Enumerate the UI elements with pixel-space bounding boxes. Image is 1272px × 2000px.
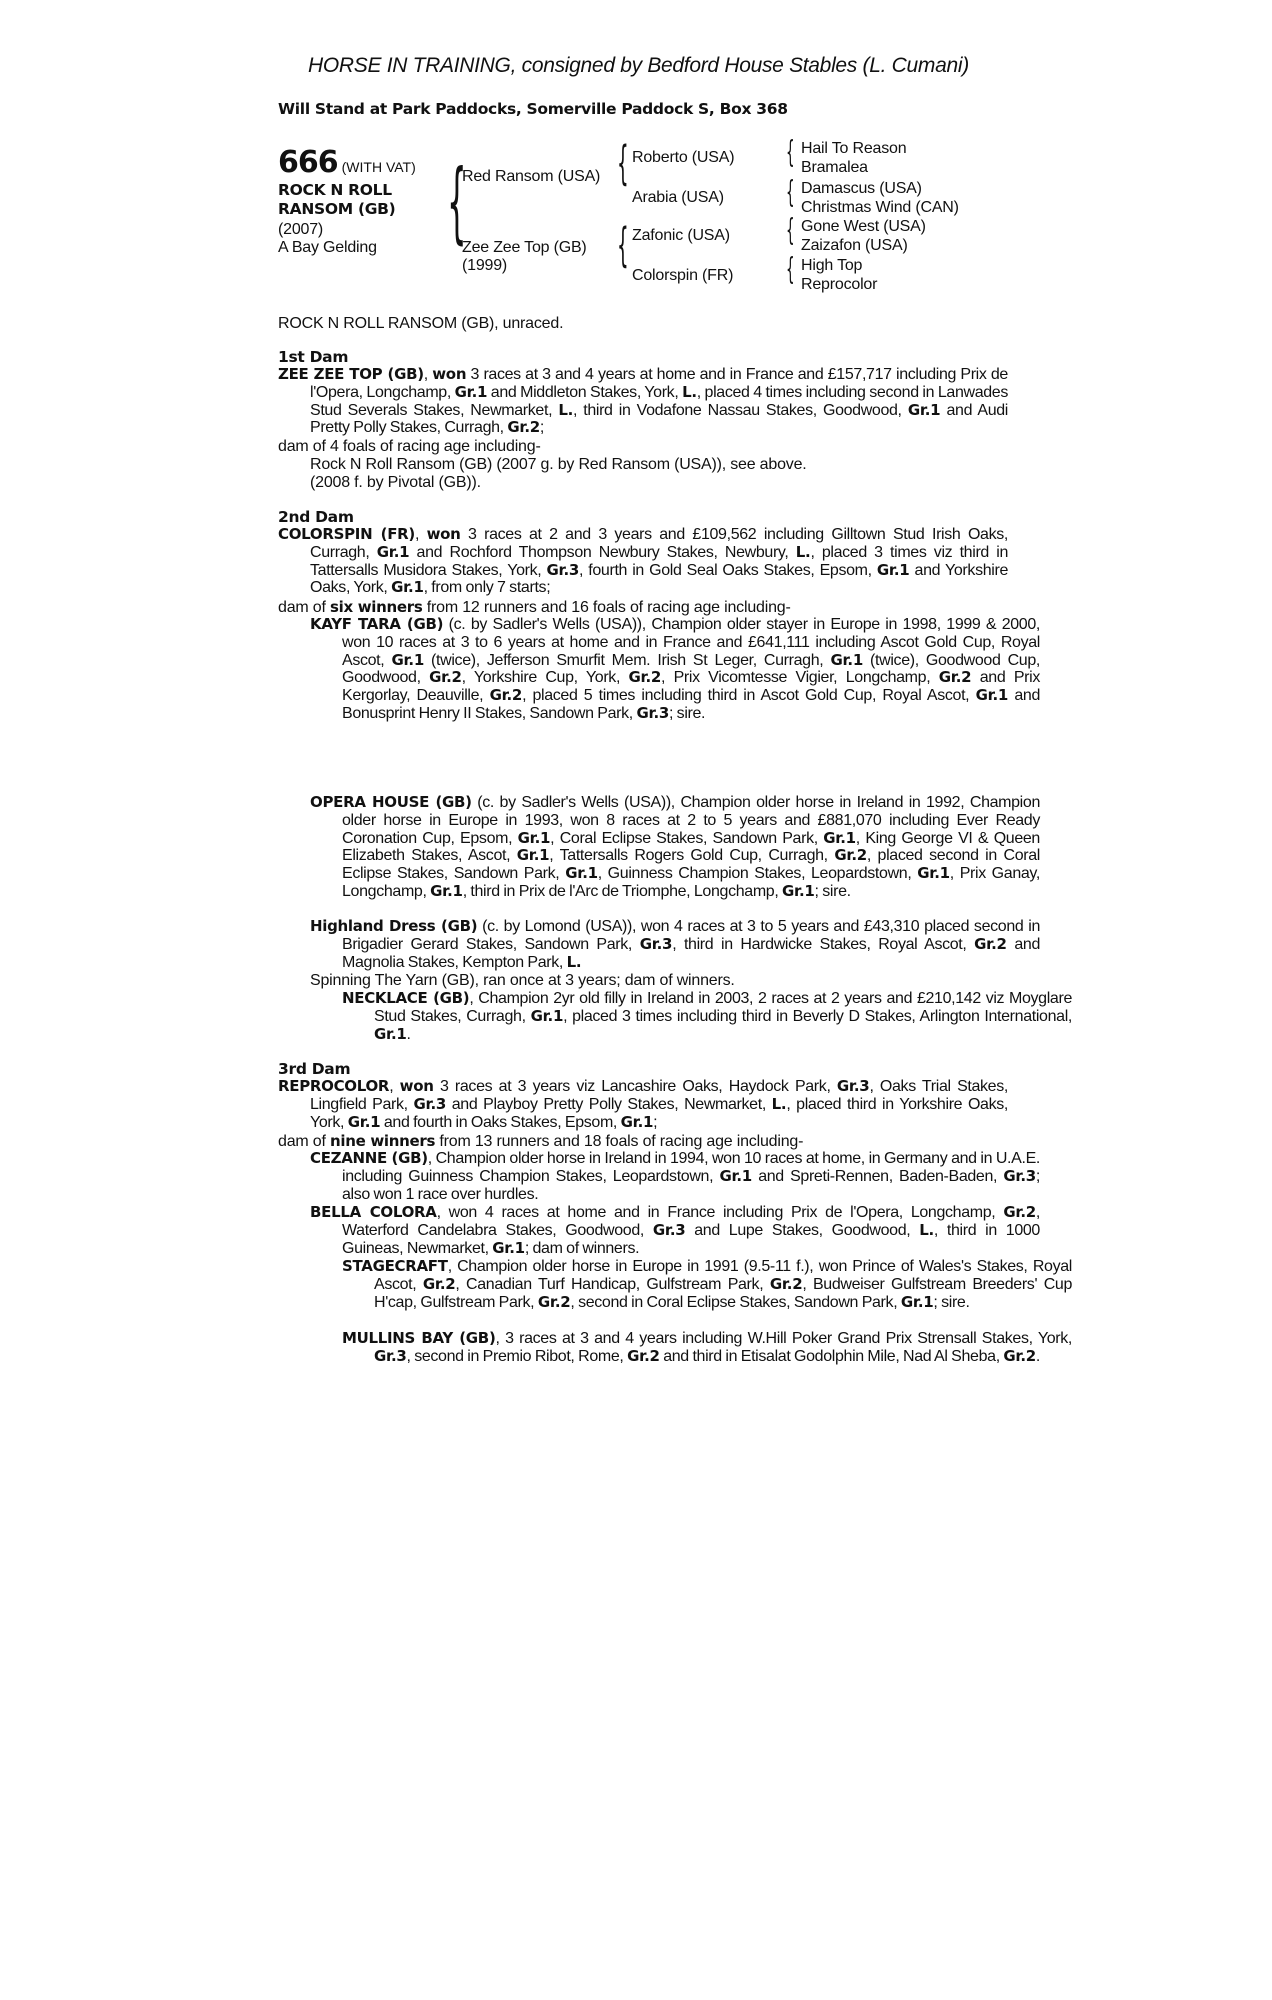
dam3-dam-of: dam of nine winners from 13 runners and 18 foals of racing age including- [278, 1132, 804, 1150]
pedigree-brace-main: { [447, 150, 467, 253]
pedigree-g7: High Top [801, 257, 863, 274]
pedigree-brace-dam: { [617, 218, 629, 272]
pedigree-dam-sire: Zafonic (USA) [632, 227, 730, 244]
dam1-heading: 1st Dam [278, 348, 349, 366]
vat-note: (WITH VAT) [341, 159, 416, 175]
lot-number: 666 [278, 145, 338, 180]
horse-description: A Bay Gelding [278, 239, 377, 256]
pedigree-g2: Bramalea [801, 159, 868, 176]
pedigree-dam-year: (1999) [462, 257, 508, 274]
dam1-foal-2: (2008 f. by Pivotal (GB)). [310, 474, 481, 491]
dam3-name: REPROCOLOR [278, 1077, 390, 1095]
pedigree-g6: Zaizafon (USA) [801, 237, 908, 254]
foal-mullins-bay: MULLINS BAY (GB), 3 races at 3 and 4 years including W.Hill Poker Grand Prix Strensall Stakes, York, Gr.3, second in Premio Ribot, Rome, Gr.2 and third in Etisalat Godolphin Mile, Nad Al Sheba, Gr.2. [342, 1329, 1073, 1365]
pedigree-dam: Zee Zee Top (GB) [462, 239, 587, 256]
foal-kayf-tara: KAYF TARA (GB) (c. by Sadler's Wells (USA)), Champion older stayer in Europe in 1998, 1999 & 2000, won 10 races at 3 to 6 years at home and in France and £641,111 including Ascot Gold Cup, Royal Ascot, Gr.1 (twice), Jefferson Smurfit Mem. Irish St Leger, Curragh, Gr.1 (twice), Goodwood Cup, Goodwood, Gr.2, Yorkshire Cup, York, Gr.2, Prix Vicomtesse Vigier, Longchamp, Gr.2 and Prix Kergorlay, Deauville, Gr.2, placed 5 times including third in Ascot Gold Cup, Royal Ascot, Gr.1 and Bonusprint Henry II Stakes, Sandown Park, Gr.3; sire. [310, 615, 1041, 722]
foal-bella-colora: BELLA COLORA, won 4 races at home and in France including Prix de l'Opera, Longchamp, Gr.2, Waterford Candelabra Stakes, Goodwood, Gr.3 and Lupe Stakes, Goodwood, L., third in 1000 Guineas, Newmarket, Gr.1; dam of winners. [310, 1203, 1040, 1257]
dam1-name: ZEE ZEE TOP (GB) [278, 365, 424, 383]
horse-name-line2: RANSOM (GB) [278, 200, 396, 218]
pedigree-brace-g1: { [786, 135, 795, 170]
stand-location: Will Stand at Park Paddocks, Somerville Paddock S, Box 368 [278, 100, 788, 118]
pedigree-sire-dam: Arabia (USA) [632, 189, 724, 206]
dam3-heading: 3rd Dam [278, 1060, 351, 1078]
page-title: HORSE IN TRAINING, consigned by Bedford House Stables (L. Cumani) [308, 54, 969, 77]
horse-name-line1: ROCK N ROLL [278, 181, 392, 199]
dam1-won: won [432, 365, 467, 383]
dam1-foal-1: Rock N Roll Ransom (GB) (2007 g. by Red Ransom (USA)), see above. [310, 456, 807, 473]
pedigree-brace-g3: { [786, 213, 795, 248]
dam1-record: ZEE ZEE TOP (GB), won 3 races at 3 and 4 years at home and in France and £157,717 including Prix de l'Opera, Longchamp, Gr.1 and Middleton Stakes, York, L., placed 4 times including second in Lanwades Stud Severals Stakes, Newmarket, L., third in Vodafone Nassau Stakes, Goodwood, Gr.1 and Audi Pretty Polly Stakes, Curragh, Gr.2; [278, 365, 1009, 437]
pedigree-sire: Red Ransom (USA) [462, 168, 601, 185]
foaling-year: (2007) [278, 221, 324, 238]
pedigree-g8: Reprocolor [801, 276, 878, 293]
dam2-record: COLORSPIN (FR), won 3 races at 2 and 3 years and £109,562 including Gilltown Stud Irish Oaks, Curragh, Gr.1 and Rochford Thompson Newbury Stakes, Newbury, L., placed 3 times viz third in Tattersalls Musidora Stakes, York, Gr.3, fourth in Gold Seal Oaks Stakes, Epsom, Gr.1 and Yorkshire Oaks, York, Gr.1, from only 7 starts; [278, 525, 1009, 597]
foal-highland-dress: Highland Dress (GB) (c. by Lomond (USA)), won 4 races at 3 to 5 years and £43,310 placed second in Brigadier Gerard Stakes, Sandown Park, Gr.3, third in Hardwicke Stakes, Royal Ascot, Gr.2 and Magnolia Stakes, Kempton Park, L. [310, 917, 1040, 971]
foal-opera-house: OPERA HOUSE (GB) (c. by Sadler's Wells (USA)), Champion older horse in Ireland in 1992, Champion older horse in Europe in 1993, won 8 races at 2 to 5 years and £881,070 including Ever Ready Coronation Cup, Epsom, Gr.1, Coral Eclipse Stakes, Sandown Park, Gr.1, King George VI & Queen Elizabeth Stakes, Ascot, Gr.1, Tattersalls Rogers Gold Cup, Curragh, Gr.2, placed second in Coral Eclipse Stakes, Sandown Park, Gr.1, Guinness Champion Stakes, Leopardstown, Gr.1, Prix Ganay, Longchamp, Gr.1, third in Prix de l'Arc de Triomphe, Longchamp, Gr.1; sire. [310, 793, 1040, 900]
pedigree-g4: Christmas Wind (CAN) [801, 199, 959, 216]
pedigree-sire-sire: Roberto (USA) [632, 149, 735, 166]
pedigree-g3: Damascus (USA) [801, 180, 922, 197]
foal-cezanne: CEZANNE (GB), Champion older horse in Ireland in 1994, won 10 races at home, in Germany and in U.A.E. including Guinness Champion Stakes, Leopardstown, Gr.1 and Spreti-Rennen, Baden-Baden, Gr.3; also won 1 race over hurdles. [310, 1149, 1040, 1203]
lot-number-line [278, 145, 416, 180]
foal-stagecraft: STAGECRAFT, Champion older horse in Europe in 1991 (9.5-11 f.), won Prince of Wales's Stakes, Royal Ascot, Gr.2, Canadian Turf Handicap, Gulfstream Park, Gr.2, Budweiser Gulfstream Breeders' Cup H'cap, Gulfstream Park, Gr.2, second in Coral Eclipse Stakes, Sandown Park, Gr.1; sire. [342, 1257, 1072, 1311]
pedigree-brace-sire: { [617, 136, 629, 190]
dam2-name: COLORSPIN (FR) [278, 525, 415, 543]
foal-spinning-the-yarn: Spinning The Yarn (GB), ran once at 3 years; dam of winners. [310, 972, 735, 989]
pedigree-brace-g4: { [786, 252, 795, 287]
foal-necklace: NECKLACE (GB), Champion 2yr old filly in Ireland in 2003, 2 races at 2 years and £210,142 viz Moyglare Stud Stakes, Curragh, Gr.1, placed 3 times including third in Beverly D Stakes, Arlington International, Gr.1. [342, 989, 1073, 1043]
pedigree-dam-dam: Colorspin (FR) [632, 267, 734, 284]
pedigree-g5: Gone West (USA) [801, 218, 926, 235]
racing-summary: ROCK N ROLL RANSOM (GB), unraced. [278, 315, 564, 332]
dam2-heading: 2nd Dam [278, 508, 354, 526]
dam2-dam-of: dam of six winners from 12 runners and 16 foals of racing age including- [278, 598, 791, 616]
dam3-record: REPROCOLOR, won 3 races at 3 years viz Lancashire Oaks, Haydock Park, Gr.3, Oaks Trial Stakes, Lingfield Park, Gr.3 and Playboy Pretty Polly Stakes, Newmarket, L., placed third in Yorkshire Oaks, York, Gr.1 and fourth in Oaks Stakes, Epsom, Gr.1; [278, 1077, 1008, 1131]
dam1-dam-of: dam of 4 foals of racing age including- [278, 438, 541, 455]
pedigree-g1: Hail To Reason [801, 140, 907, 157]
pedigree-brace-g2: { [786, 175, 795, 210]
